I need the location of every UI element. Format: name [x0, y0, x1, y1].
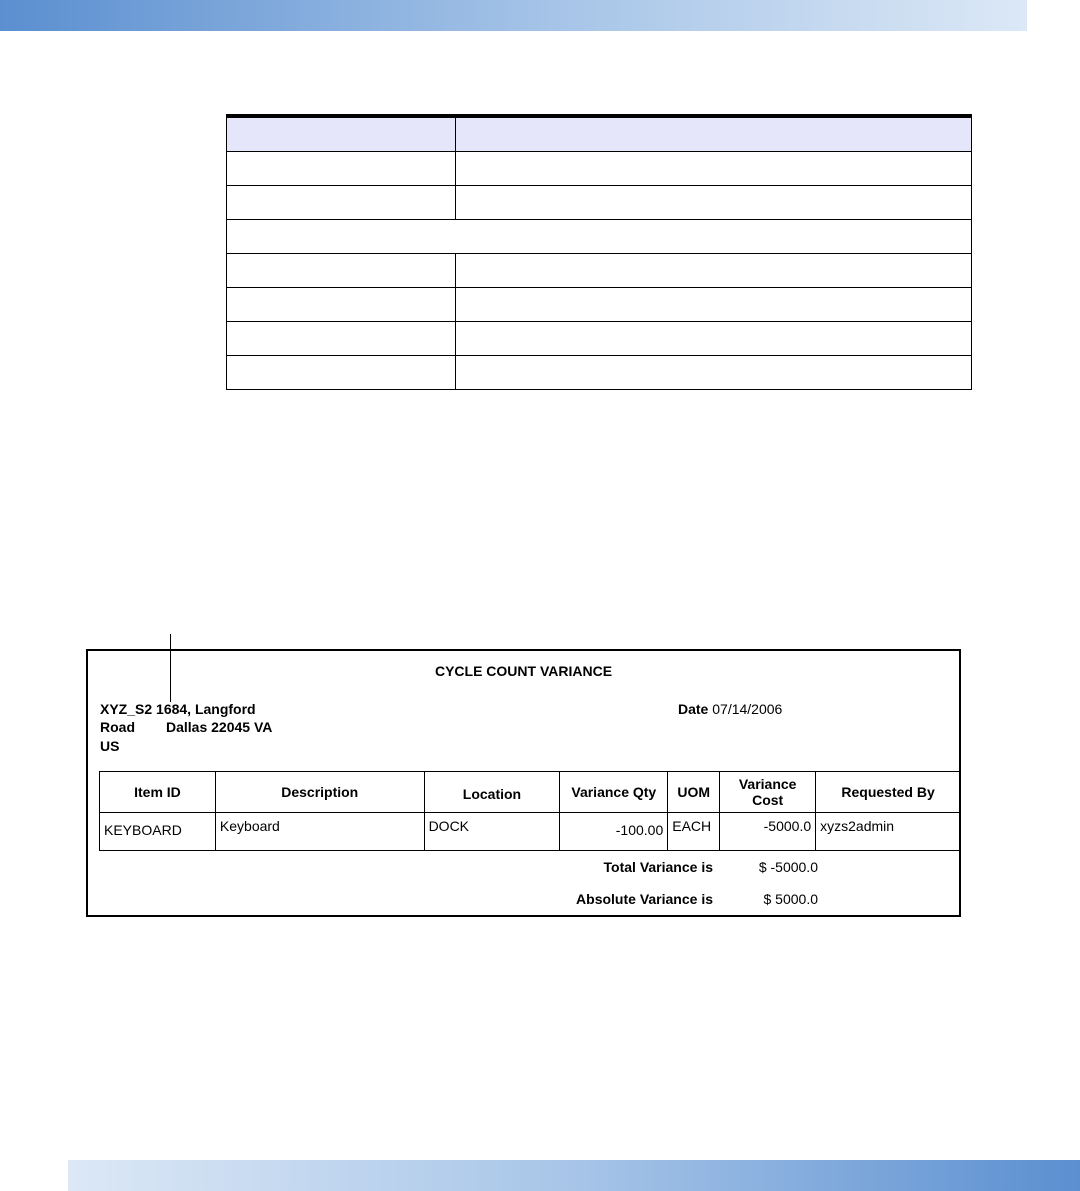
spec-table-row — [226, 220, 972, 254]
col-requested-by: Requested By — [816, 772, 961, 813]
spec-cell — [456, 186, 971, 219]
spec-cell — [456, 152, 971, 185]
address-line-3: US — [100, 738, 120, 754]
date-label: Date — [678, 701, 709, 717]
spec-table-row — [226, 152, 972, 186]
spec-cell — [227, 356, 456, 389]
report-date — [678, 701, 782, 717]
spec-cell — [456, 288, 971, 321]
cell-variance-cost: -5000.0 — [720, 813, 816, 851]
col-uom: UOM — [668, 772, 720, 813]
spec-cell — [227, 288, 456, 321]
variance-table — [99, 771, 961, 851]
cell-location: DOCK — [424, 813, 560, 851]
address-line-2 — [100, 719, 273, 735]
spec-table-row — [226, 356, 972, 390]
footer-band — [68, 1160, 1080, 1191]
spec-cell — [456, 356, 971, 389]
address-city: Dallas 22045 VA — [166, 719, 273, 735]
spec-cell — [227, 220, 971, 253]
total-variance-value: $ -5000.0 — [758, 859, 818, 875]
report-title: CYCLE COUNT VARIANCE — [434, 663, 613, 679]
header-band — [0, 0, 1027, 31]
address-street: Road — [100, 719, 135, 735]
spec-cell — [227, 152, 456, 185]
spec-cell — [227, 254, 456, 287]
col-variance-cost: Variance Cost — [720, 772, 816, 813]
spec-table-row — [226, 254, 972, 288]
col-variance-qty: Variance Qty — [560, 772, 668, 813]
date-value: 07/14/2006 — [712, 701, 783, 717]
spec-cell — [456, 254, 971, 287]
spec-table-header — [226, 118, 972, 152]
address-line-1: XYZ_S2 1684, Langford — [100, 701, 256, 717]
col-description: Description — [215, 772, 424, 813]
col-item-id: Item ID — [100, 772, 216, 813]
total-variance-label: Total Variance is — [603, 859, 713, 875]
spec-table — [226, 114, 972, 390]
spec-cell — [456, 322, 971, 355]
cell-description: Keyboard — [215, 813, 424, 851]
spec-header-cell — [227, 118, 456, 151]
cycle-count-variance-report — [86, 649, 961, 917]
col-location: Location — [424, 772, 560, 813]
spec-header-cell — [456, 118, 971, 151]
spec-table-row — [226, 186, 972, 220]
absolute-variance-value: $ 5000.0 — [763, 891, 818, 907]
absolute-variance-label: Absolute Variance is — [576, 891, 713, 907]
table-row — [100, 813, 961, 851]
cell-item-id: KEYBOARD — [100, 813, 216, 851]
cell-variance-qty: -100.00 — [560, 813, 668, 851]
cell-requested-by: xyzs2admin — [816, 813, 961, 851]
variance-table-header — [100, 772, 961, 813]
spec-cell — [227, 186, 456, 219]
spec-table-row — [226, 322, 972, 356]
spec-table-row — [226, 288, 972, 322]
cell-uom: EACH — [668, 813, 720, 851]
spec-cell — [227, 322, 456, 355]
